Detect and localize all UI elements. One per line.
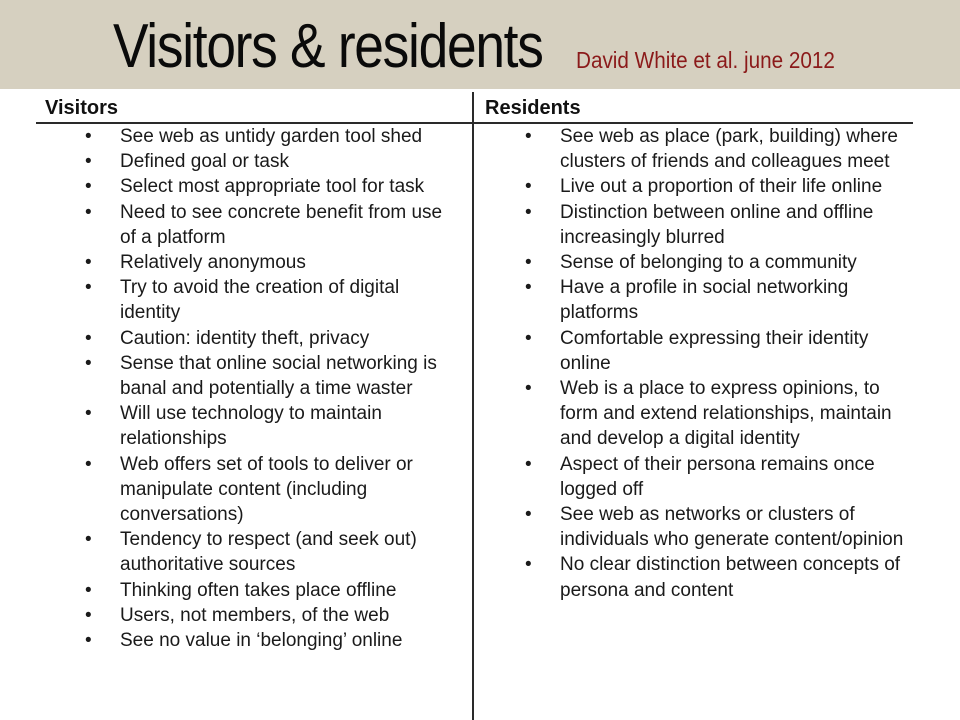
visitors-item: • Relatively anonymous — [80, 250, 460, 275]
residents-item: • Web is a place to express opinions, to form and extend relationships, maintain and develop a digital identity — [520, 376, 920, 452]
visitors-item: • Web offers set of tools to deliver or manipulate content (including conversations) — [80, 452, 460, 528]
visitors-item: • Tendency to respect (and seek out) authoritative sources — [80, 527, 460, 577]
slide-subtitle: David White et al. june 2012 — [576, 47, 835, 73]
residents-item: • See web as networks or clusters of individuals who generate content/opinion — [520, 502, 920, 552]
visitors-item: • Caution: identity theft, privacy — [80, 326, 460, 351]
slide-title: Visitors & residents — [113, 12, 543, 81]
visitors-item: • Will use technology to maintain relationships — [80, 401, 460, 451]
residents-item: • No clear distinction between concepts of persona and content — [520, 552, 920, 602]
residents-item: • See web as place (park, building) where clusters of friends and colleagues meet — [520, 124, 920, 174]
visitors-item: • Defined goal or task — [80, 149, 460, 174]
visitors-item: • Try to avoid the creation of digital identity — [80, 275, 460, 325]
visitors-list — [80, 124, 460, 653]
visitors-header: Visitors — [45, 97, 118, 119]
residents-item: • Comfortable expressing their identity online — [520, 326, 920, 376]
visitors-item: • Sense that online social networking is banal and potentially a time waster — [80, 351, 460, 401]
visitors-item: • Thinking often takes place offline — [80, 578, 460, 603]
visitors-item: • See no value in ‘belonging’ online — [80, 628, 460, 653]
column-divider — [472, 92, 474, 720]
residents-item: • Distinction between online and offline increasingly blurred — [520, 200, 920, 250]
visitors-item: • See web as untidy garden tool shed — [80, 124, 460, 149]
visitors-item: • Need to see concrete benefit from use of a platform — [80, 200, 460, 250]
title-bar — [0, 0, 960, 89]
residents-list — [520, 124, 920, 603]
residents-item: • Live out a proportion of their life online — [520, 174, 920, 199]
residents-item: • Aspect of their persona remains once logged off — [520, 452, 920, 502]
residents-header: Residents — [485, 97, 581, 119]
visitors-item: • Users, not members, of the web — [80, 603, 460, 628]
visitors-item: • Select most appropriate tool for task — [80, 174, 460, 199]
residents-item: • Have a profile in social networking platforms — [520, 275, 920, 325]
residents-item: • Sense of belonging to a community — [520, 250, 920, 275]
